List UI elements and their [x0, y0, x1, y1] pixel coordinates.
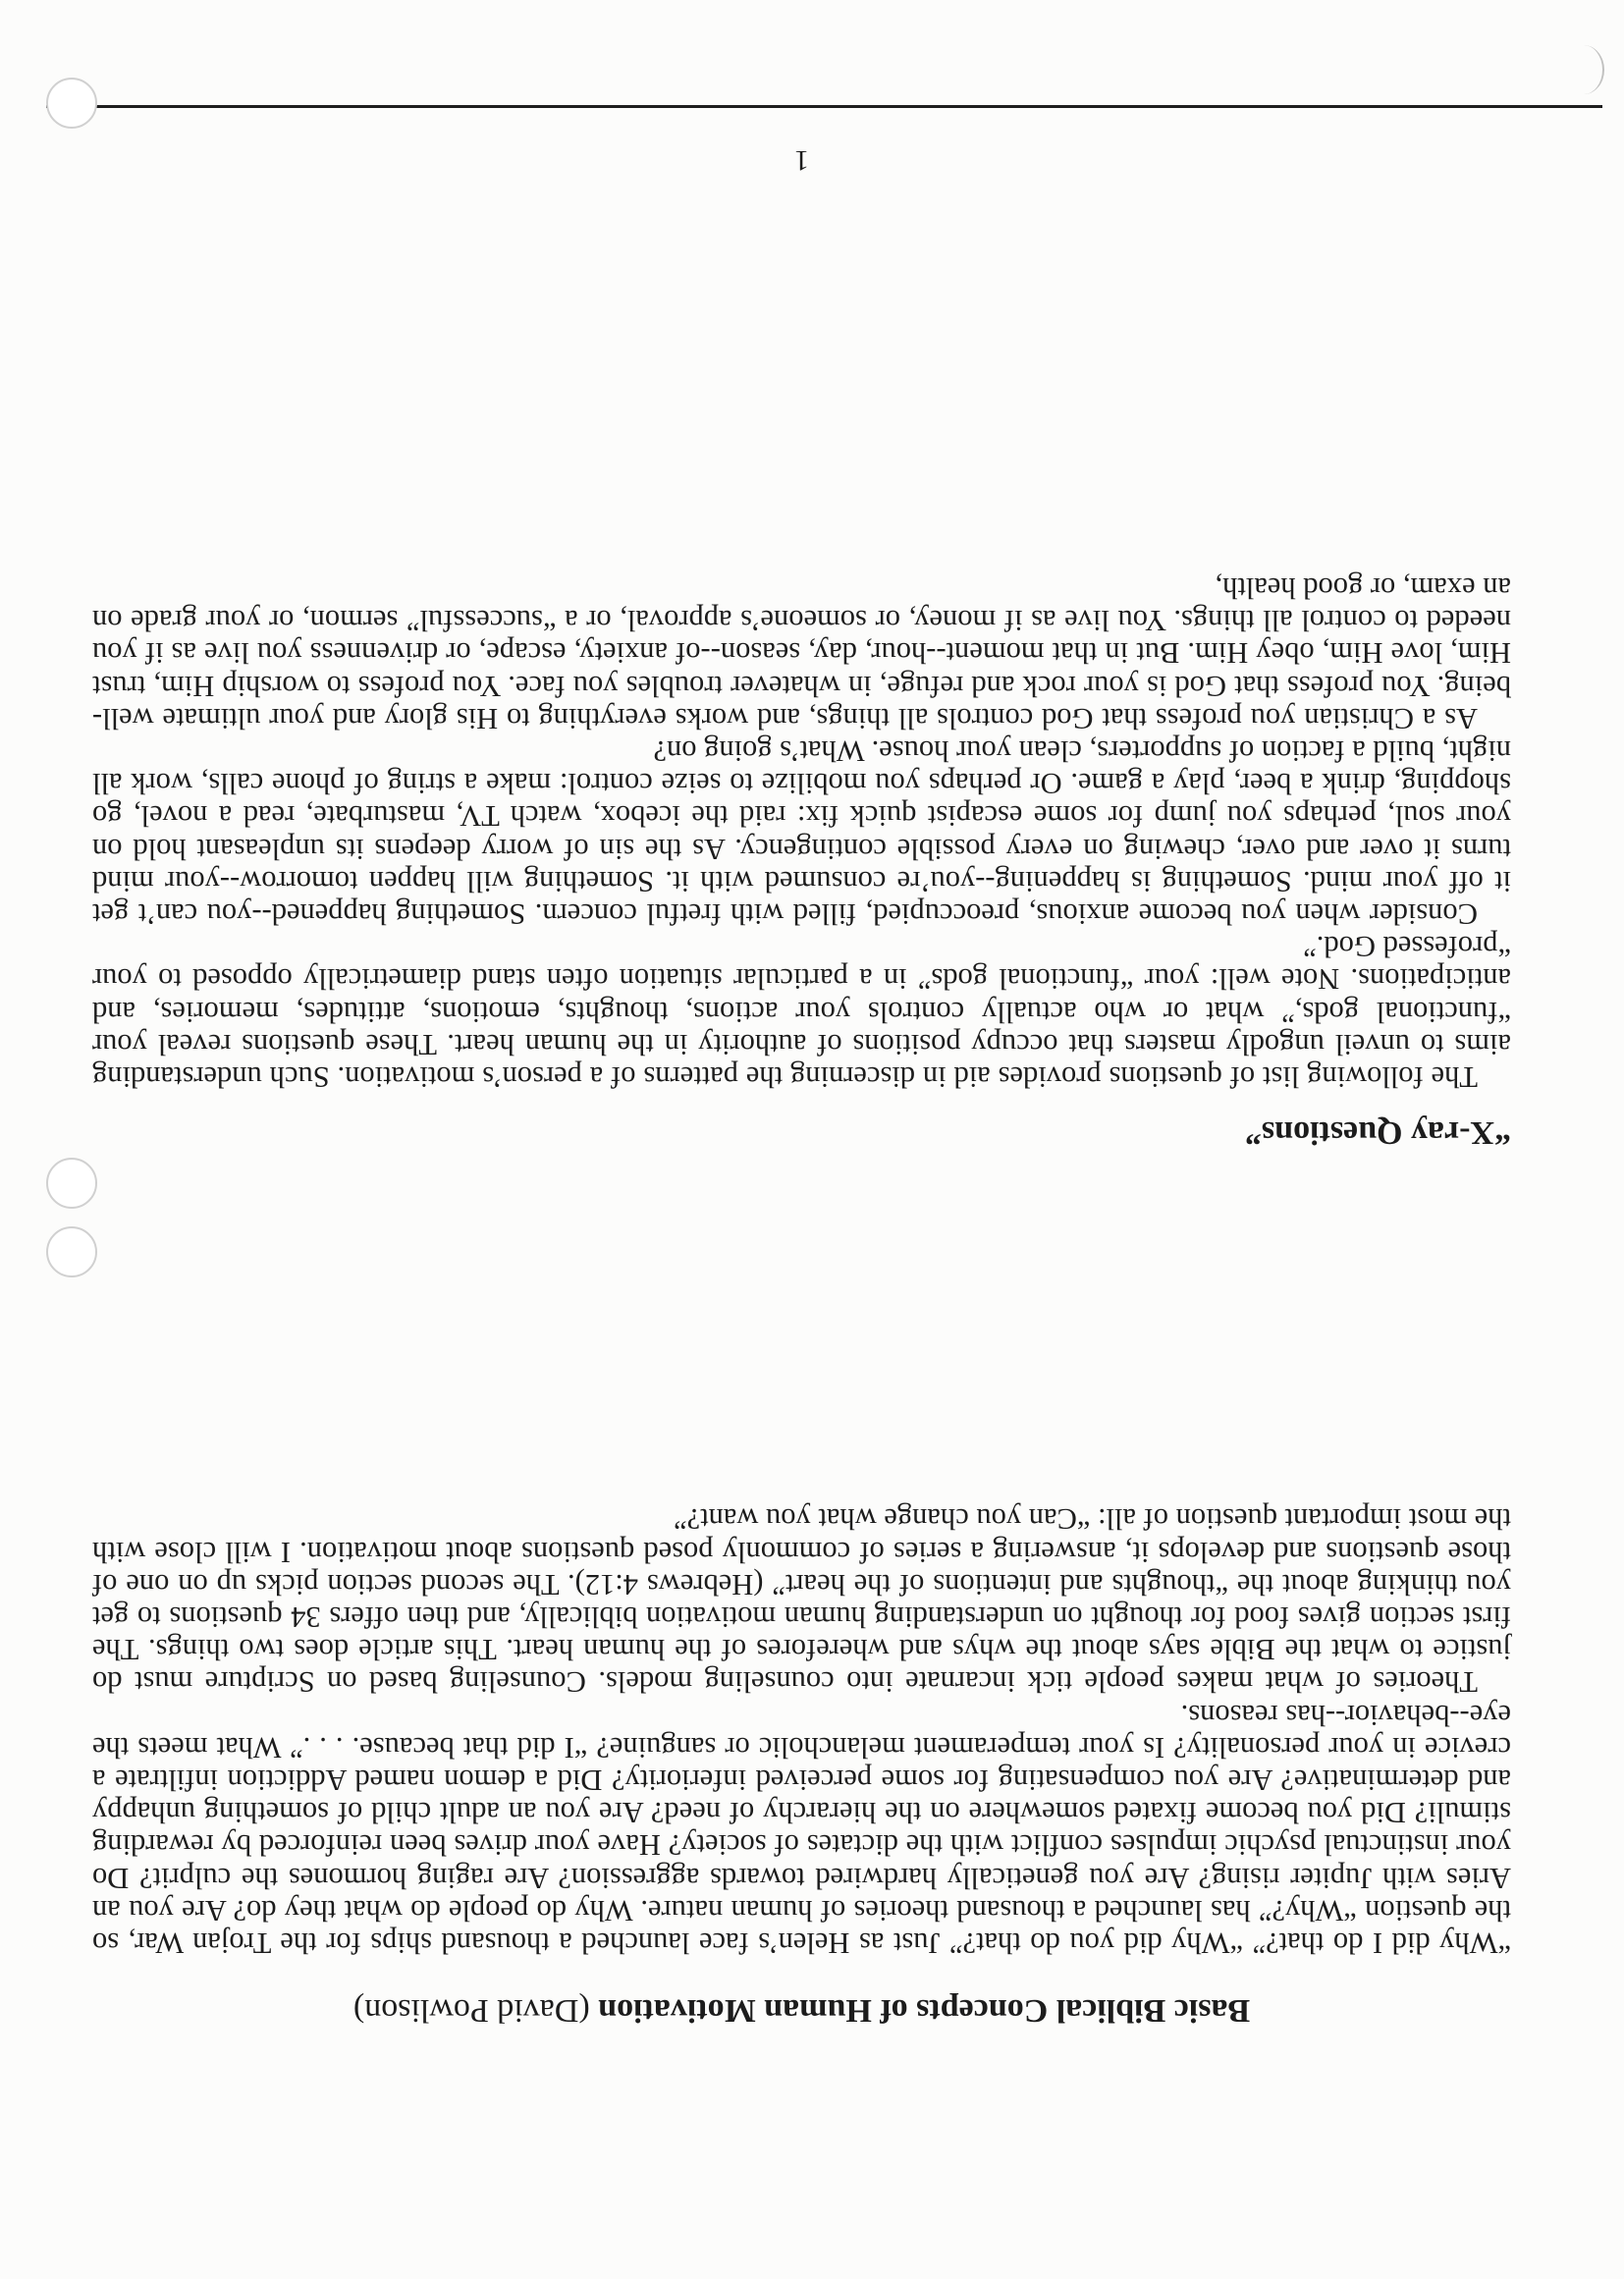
paragraph-section-3: As a Christian you profess that God controls all things, and works everything to His glory and your ultimate well-being. You profess that God is your rock and refuge, in whatever troubles you face. You profess to worship Him, trust Him, love Him, obey Him. But in that moment--hour, day, season--of anxiety, escape, or drivenness you live as if you needed to control all things. You live as if money, or someone’s approval, or a “successful” sermon, or your grade on an exam, or good health, — [92, 570, 1511, 735]
punch-hole-bottom — [46, 78, 97, 129]
intro-block — [92, 1502, 1511, 1959]
paragraph-intro-2: Theories of what makes people tick incarnate into counseling models. Counseling based on Scripture must do justice to what the Bible says about the whys and wherefores of the human heart. This article does two things. The first section gives food for thought on understanding human motivation biblically, and then offers 34 questions to get you thinking about the “thoughts and intentions of the heart” (Hebrews 4:12). The second section picks up on one of those questions and develops it, answering a series of commonly posed questions about motivation. I will close with the most important question of all: “Can you change what you want?” — [92, 1502, 1511, 1700]
page-number: 1 — [794, 144, 809, 177]
title-author: (David Powlison) — [352, 1992, 590, 2029]
paragraph-section-2: Consider when you become anxious, preoccupied, filled with fretful concern. Something happened--you can’t get it off your mind. Something is happening--you’re consumed with it. Something will happen tomorrow--your mind turns it over and over, chewing on every possible contingency. As the sin of worry deepens its unpleasant hold on your soul, perhaps you jump for some escapist quick fix: raid the icebox, watch TV, masturbate, read a novel, go shopping, drink a beer, play a game. Or perhaps you mobilize to seize control: make a string of phone calls, work all night, build a faction of supporters, clean your house. What’s going on? — [92, 733, 1511, 931]
title-main: Basic Biblical Concepts of Human Motivation — [598, 1992, 1251, 2029]
section-heading: “X-ray Questions” — [1244, 1114, 1511, 1151]
paragraph-section-1: The following list of questions provides aid in discerning the patterns of a person’s motivation. Such understanding aims to unveil ungodly masters that occupy positions of authority in the human heart. These questions reveal your “functional gods,” what or who actually controls your actions, thoughts, emotions, attitudes, memories, and anticipations. Note well: your “functional gods” in a particular situation often stand diametrically opposed to your “professed God.” — [92, 930, 1511, 1094]
section-block — [92, 571, 1511, 1093]
page-corner-mark — [1563, 45, 1604, 94]
paragraph-intro-1: “Why did I do that?” “Why did you do that?” Just as Helen’s face launched a thousand ships for the Trojan War, so the question “Why?” has launched a thousand theories of human nature. Why do people do what they do? Are you an Aries with Jupiter rising? Are you genetically hardwired towards aggression? Are raging hormones the culprit? Do your instinctual psychic impulses conflict with the dictates of society? Have your drives been reinforced by rewarding stimuli? Did you become fixated somewhere on the hierarchy of need? Are you an adult child of something unhappy and determinative? Are you compensating for some perceived inferiority? Did a demon named Addiction infiltrate a crevice in your personality? Is your temperament melancholic or sanguine? “I did that because. . . .” What meets the eye--behavior--has reasons. — [92, 1698, 1511, 1960]
page-title — [92, 1990, 1511, 2030]
page-edge-rule — [46, 105, 1602, 108]
punch-hole-middle — [46, 1158, 97, 1209]
punch-hole-top — [46, 1226, 97, 1277]
